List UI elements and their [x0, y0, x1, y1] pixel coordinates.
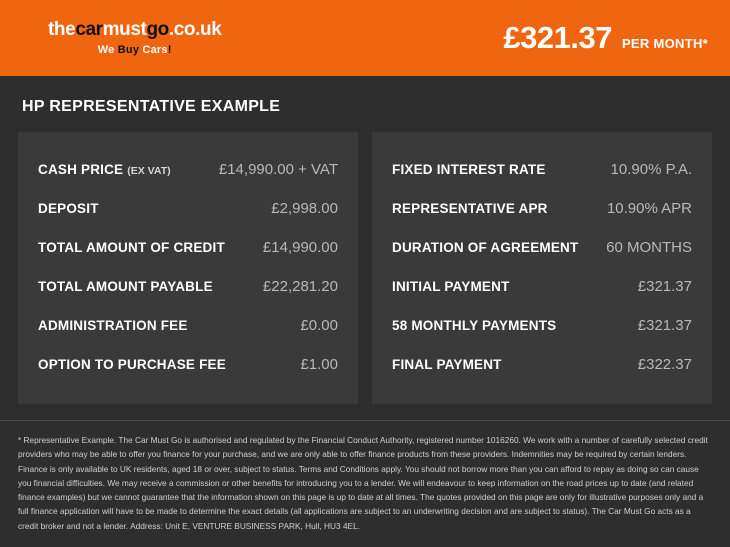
logo-word-must: must	[102, 19, 147, 40]
table-row	[392, 228, 692, 267]
monthly-price	[503, 20, 708, 56]
table-row	[392, 189, 692, 228]
row-label	[38, 201, 103, 216]
right-details-panel	[372, 132, 712, 404]
site-logo[interactable]	[48, 20, 221, 56]
logo-word-the: the	[48, 19, 76, 40]
left-details-panel	[18, 132, 358, 404]
row-label-text: ADMINISTRATION FEE	[38, 318, 188, 333]
row-label	[38, 318, 192, 333]
row-label-text: 58 MONTHLY PAYMENTS	[392, 318, 557, 333]
row-label	[392, 318, 560, 333]
disclaimer-text: * Representative Example. The Car Must Go is authorised and regulated by the Financial Conduct Authority, registered number 1016260. We work with a number of carefully selected credit providers who may be able to offer you finance for your purchase, and we are only able to offer finance products from these providers. Indemnities may be required by certain lenders. Finance is only available to UK residents, aged 18 or over, subject to status. Terms and Conditions apply. You should not borrow more than you can afford to repay as doing so can cause you financial difficulties. We may receive a commission or other benefits for introducing you to a lender. We will endeavour to keep information on the road prices up to date (and related finance examples) but we cannot guarantee that the information shown on this page is up to date at all times. The quotes provided on this page are only for illustrative purposes only and a full finance application will have to be made to determine the exact details (all applications are subject to an underwriting decision and are subject to status). The Car Must Go acts as a credit broker and not a lender. Address: Unit E, VENTURE BUSINESS PARK, Hull, HU3 4EL.	[18, 435, 708, 531]
row-label-note: (EX VAT)	[127, 165, 171, 177]
row-label	[392, 357, 506, 372]
row-label	[392, 162, 550, 177]
row-label	[392, 201, 552, 216]
logo-tagline	[98, 45, 172, 56]
table-row	[392, 306, 692, 345]
row-value: £321.37	[637, 317, 692, 334]
logo-word-go: go	[146, 19, 169, 40]
row-label	[392, 279, 514, 294]
row-value: 60 MONTHS	[606, 239, 692, 256]
row-label	[38, 357, 230, 372]
row-value: £14,990.00 + VAT	[218, 161, 338, 178]
row-label-text: FINAL PAYMENT	[392, 357, 502, 372]
row-label	[38, 279, 217, 294]
row-label	[38, 240, 229, 255]
logo-wordmark	[48, 20, 221, 39]
row-label-text: INITIAL PAYMENT	[392, 279, 510, 294]
logo-word-couk: .co.uk	[168, 19, 222, 40]
table-row	[392, 267, 692, 306]
table-row	[392, 150, 692, 189]
row-label-text: TOTAL AMOUNT OF CREDIT	[38, 240, 225, 255]
row-value: £22,281.20	[262, 278, 338, 295]
table-row	[38, 228, 338, 267]
row-value: £0.00	[300, 317, 338, 334]
finance-details	[0, 116, 730, 404]
price-amount: £321.37	[503, 20, 612, 55]
row-label-text: DURATION OF AGREEMENT	[392, 240, 579, 255]
row-value: £1.00	[300, 356, 338, 373]
table-row	[392, 345, 692, 384]
row-value: 10.90% APR	[606, 200, 692, 217]
table-row	[38, 150, 338, 189]
logo-word-car: car	[75, 19, 103, 40]
row-value: £14,990.00	[262, 239, 338, 256]
footer-disclaimer	[0, 420, 730, 533]
tagline-we: We	[97, 44, 115, 56]
price-period-label: PER MONTH*	[621, 36, 708, 51]
row-value: £2,998.00	[271, 200, 338, 217]
row-label-text: FIXED INTEREST RATE	[392, 162, 546, 177]
tagline-exclamation: !	[167, 44, 172, 56]
table-row	[38, 189, 338, 228]
tagline-cars: Cars	[142, 44, 168, 56]
row-value: £321.37	[637, 278, 692, 295]
row-value: 10.90% P.A.	[610, 161, 692, 178]
tagline-buy: Buy	[117, 44, 140, 56]
row-label-text: CASH PRICE	[38, 162, 124, 177]
page-header	[0, 0, 730, 76]
row-label-text: REPRESENTATIVE APR	[392, 201, 548, 216]
row-label-text: OPTION TO PURCHASE FEE	[38, 357, 226, 372]
table-row	[38, 306, 338, 345]
row-label-text: TOTAL AMOUNT PAYABLE	[38, 279, 213, 294]
page-title: HP REPRESENTATIVE EXAMPLE	[22, 98, 281, 115]
table-row	[38, 345, 338, 384]
row-label	[392, 240, 582, 255]
row-label	[38, 162, 171, 177]
row-value: £322.37	[637, 356, 692, 373]
table-row	[38, 267, 338, 306]
row-label-text: DEPOSIT	[38, 201, 99, 216]
